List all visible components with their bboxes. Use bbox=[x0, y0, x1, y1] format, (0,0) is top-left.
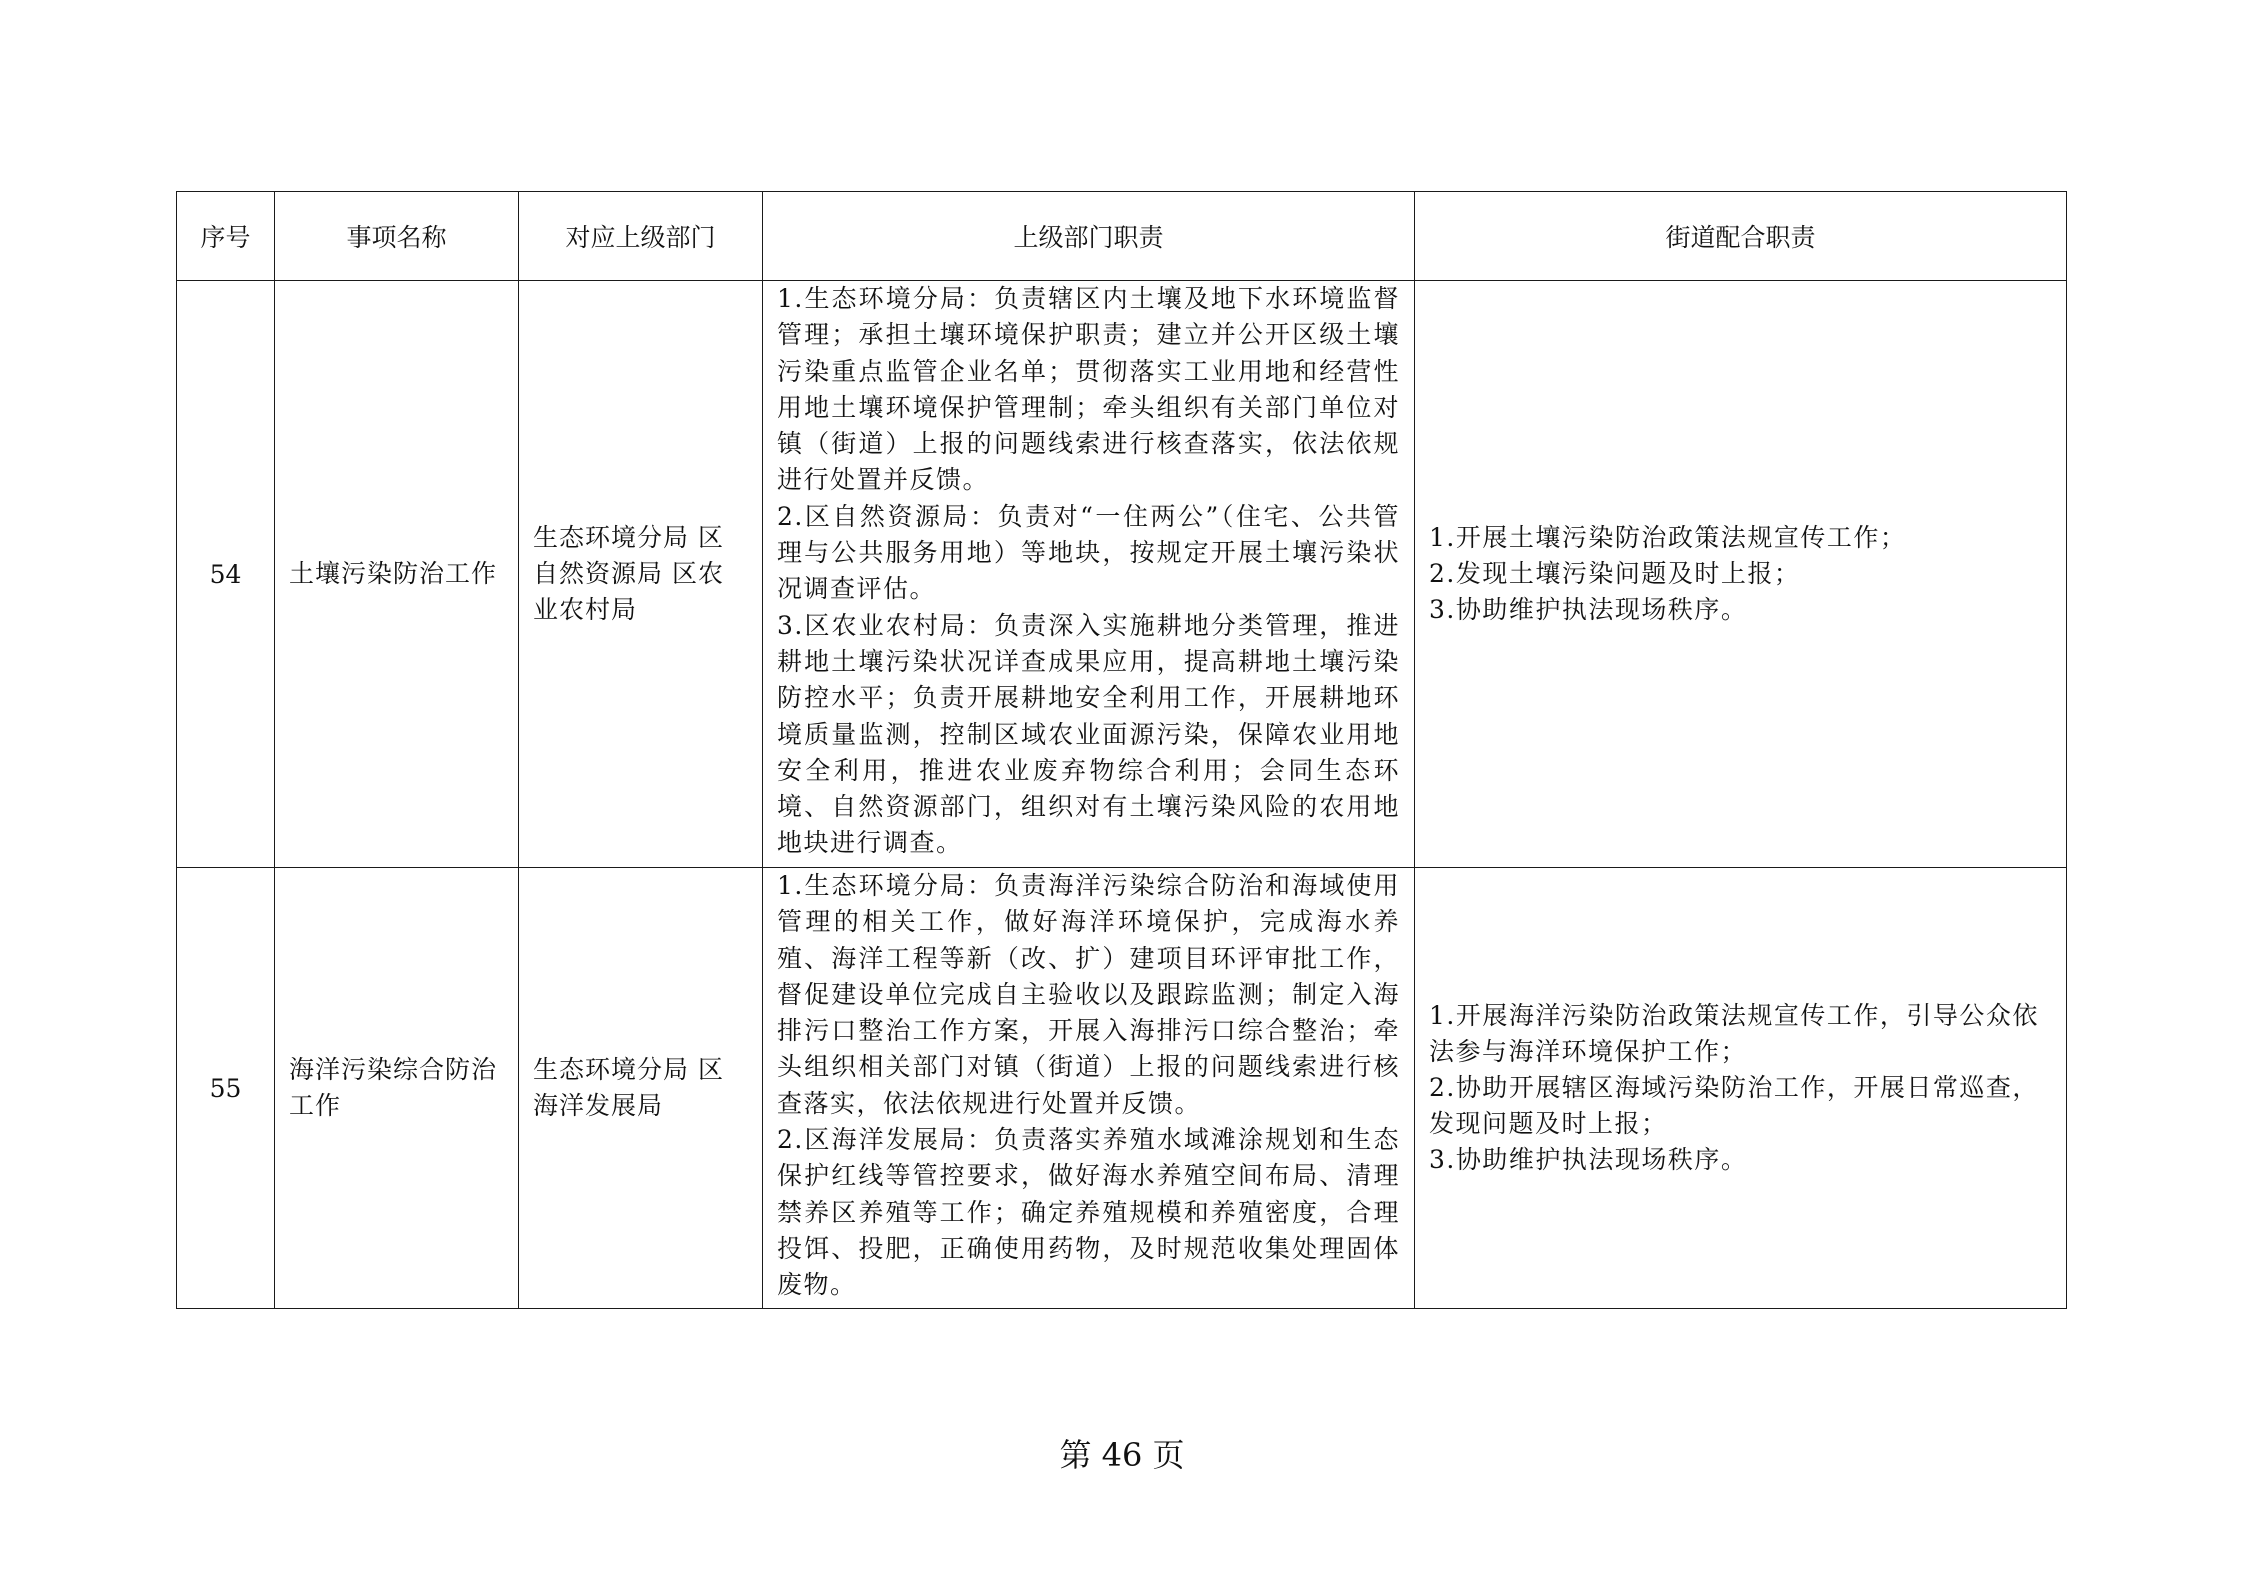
row-street bbox=[1415, 281, 2067, 868]
row-seq: 54 bbox=[177, 281, 275, 868]
header-duty: 上级部门职责 bbox=[763, 192, 1415, 281]
duty-paragraph: 2.区自然资源局：负责对“一住两公”（住宅、公共管理与公共服务用地）等地块，按规定开展土壤污染状况调查评估。 bbox=[777, 501, 1400, 604]
street-item: 3.协助维护执法现场秩序。 bbox=[1429, 1145, 1748, 1174]
header-seq: 序号 bbox=[177, 192, 275, 281]
duty-paragraph: 3.区农业农村局：负责深入实施耕地分类管理，推进耕地土壤污染状况详查成果应用，提高耕地土壤污染防控水平；负责开展耕地安全利用工作，开展耕地环境质量监测，控制区域农业面源污染，保障农业用地安全利用，推进农业废弃物综合利用；会同生态环境、自然资源部门，组织对有土壤污染风险的农用地地块进行调查。 bbox=[777, 610, 1400, 858]
page-number: 第 46 页 bbox=[1059, 1436, 1185, 1474]
row-name: 海洋污染综合防治工作 bbox=[275, 868, 519, 1309]
table-row bbox=[177, 281, 2067, 868]
street-item: 2.协助开展辖区海域污染防治工作，开展日常巡查，发现问题及时上报； bbox=[1429, 1073, 2039, 1138]
street-item: 1.开展海洋污染防治政策法规宣传工作，引导公众依法参与海洋环境保护工作； bbox=[1429, 1001, 2039, 1066]
row-street bbox=[1415, 868, 2067, 1309]
table-header-row bbox=[177, 192, 2067, 281]
street-item: 2.发现土壤污染问题及时上报； bbox=[1429, 559, 1801, 588]
street-item: 1.开展土壤污染防治政策法规宣传工作； bbox=[1429, 523, 1907, 552]
header-name: 事项名称 bbox=[275, 192, 519, 281]
row-dept: 生态环境分局 区海洋发展局 bbox=[519, 868, 763, 1309]
row-duty bbox=[763, 868, 1415, 1309]
header-dept: 对应上级部门 bbox=[519, 192, 763, 281]
row-name: 土壤污染防治工作 bbox=[275, 281, 519, 868]
table-row bbox=[177, 868, 2067, 1309]
responsibility-table bbox=[176, 191, 2067, 1309]
row-duty bbox=[763, 281, 1415, 868]
row-dept: 生态环境分局 区自然资源局 区农业农村局 bbox=[519, 281, 763, 868]
duty-paragraph: 1.生态环境分局：负责辖区内土壤及地下水环境监督管理；承担土壤环境保护职责；建立并公开区级土壤污染重点监管企业名单；贯彻落实工业用地和经营性用地土壤环境保护管理制；牵头组织有关部门单位对镇（街道）上报的问题线索进行核查落实，依法依规进行处置并反馈。 bbox=[777, 284, 1400, 495]
street-item: 3.协助维护执法现场秩序。 bbox=[1429, 595, 1748, 624]
duty-paragraph: 1.生态环境分局：负责海洋污染综合防治和海域使用管理的相关工作，做好海洋环境保护，完成海水养殖、海洋工程等新（改、扩）建项目环评审批工作，督促建设单位完成自主验收以及跟踪监测；制定入海排污口整治工作方案，开展入海排污口综合整治；牵头组织相关部门对镇（街道）上报的问题线索进行核查落实，依法依规进行处置并反馈。 bbox=[777, 871, 1400, 1118]
header-street: 街道配合职责 bbox=[1415, 192, 2067, 281]
duty-paragraph: 2.区海洋发展局：负责落实养殖水域滩涂规划和生态保护红线等管控要求，做好海水养殖空间布局、清理禁养区养殖等工作；确定养殖规模和养殖密度，合理投饵、投肥，正确使用药物，及时规范收集处理固体废物。 bbox=[777, 1125, 1400, 1300]
row-seq: 55 bbox=[177, 868, 275, 1309]
